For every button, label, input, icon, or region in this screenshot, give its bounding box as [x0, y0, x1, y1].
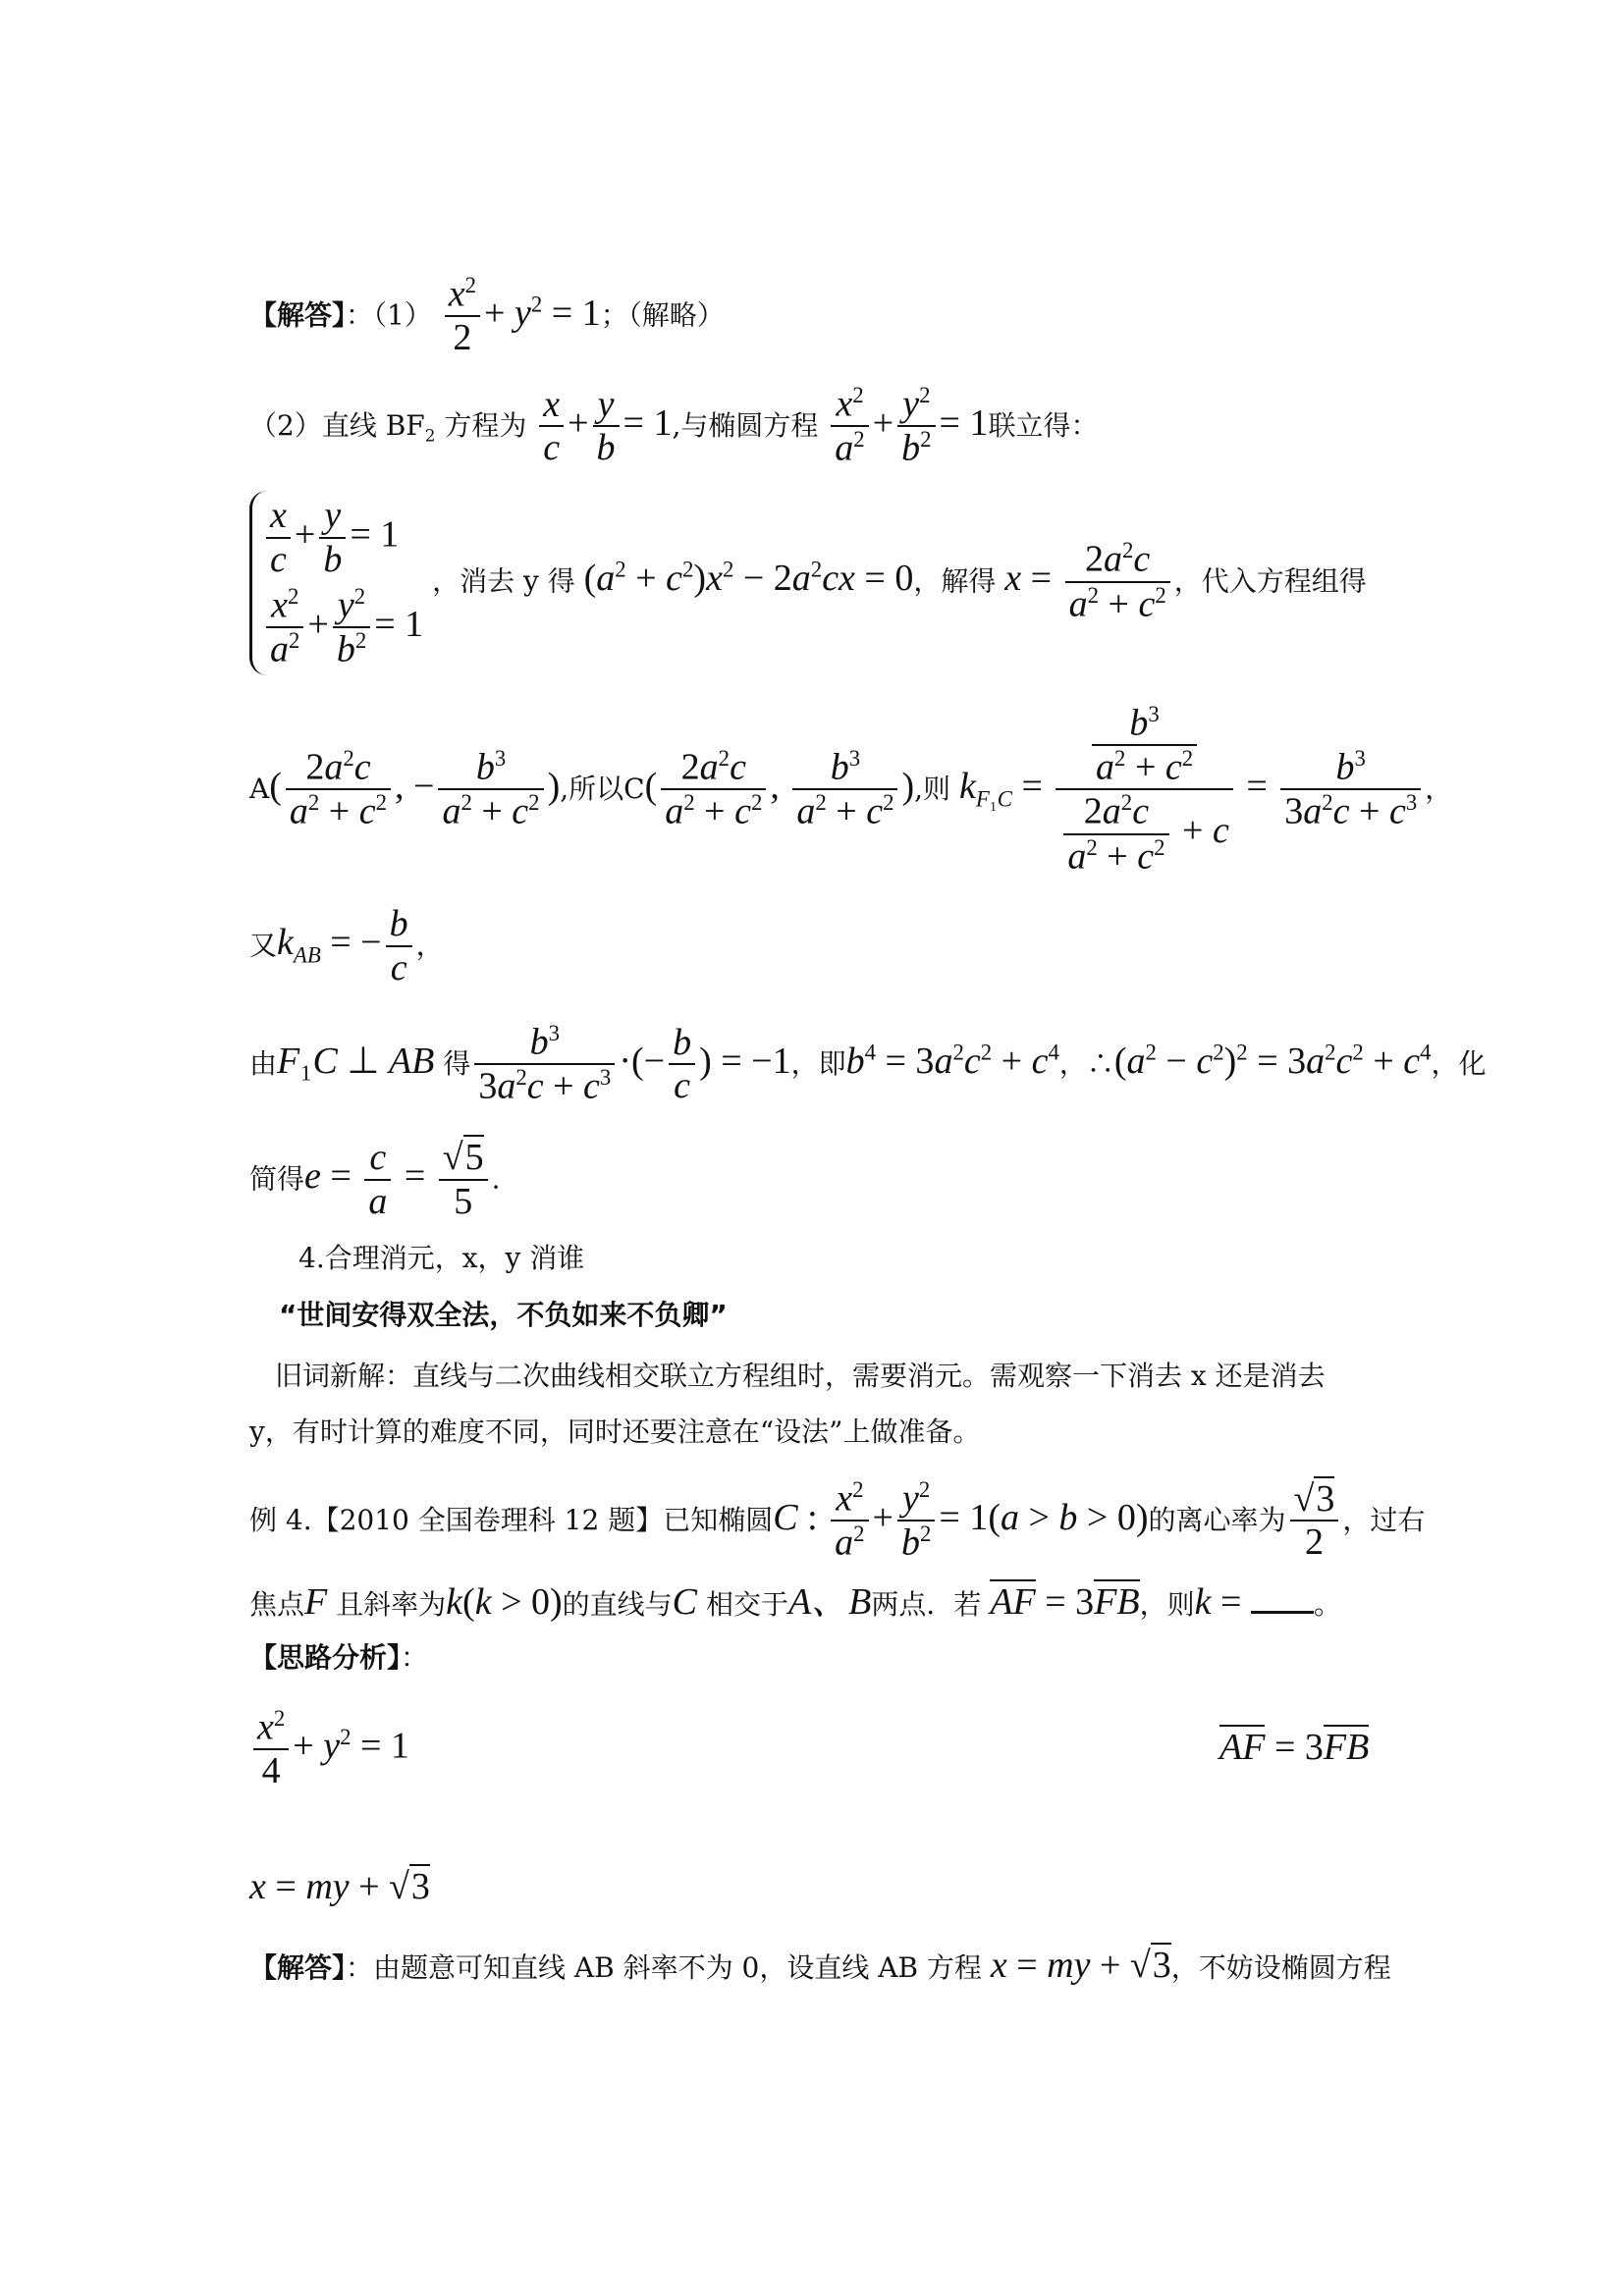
line-bf2-equation: （2）直线 $BF_2$ 方程为 $\frac{x}{c}$ + $\frac{y}{b}$ = 1,与椭圆方程 $\frac{x^2}{a^2}$ + $\frac{y^2}{b^2}$ = 1联立得： — [249, 383, 1099, 469]
system-line: $\frac{x}{c}$ + $\frac{y}{b}$ = 1 $\frac{x^2}{a^2}$ + $\frac{y^2}{b^2}$ = 1 ，消去 y 得 $(a^2 + c^2)x^2 - 2a^2cx = 0$，解得 x = $\frac{2a^2c}{a^2 + c^2}$ ，代入方程组得 — [249, 491, 1367, 675]
analysis-line-param: x = my + √3 — [249, 1866, 430, 1907]
answer2-line: 【解答】：由题意可知直线 AB 斜率不为 0，设直线 AB 方程 x = my + √3，不妨设椭圆方程 — [249, 1945, 1391, 1986]
kab-line: 又$k_{AB}$ = − $\frac{b}{c}$ ， — [249, 903, 444, 988]
analysis-vector: AF = 3FB — [1219, 1727, 1370, 1768]
example4-line2: 焦点F 且斜率为k(k > 0)的直线与C 相交于A、B两点．若 AF = 3FB，则k = 。 — [249, 1581, 1341, 1623]
answer-label: 【解答】 — [249, 298, 347, 332]
answer-part1-line: 【解答】：（1） $\frac{x^2}{2}$ + $y^2 = 1$；（解略） — [249, 273, 725, 359]
analysis-heading-line: 【思路分析】： — [249, 1641, 429, 1674]
quote-line: “世间安得双全法，不负如来不负卿” — [279, 1299, 728, 1331]
ellipse-equation: $\frac{x^2}{2}$ + $y^2 = 1$ — [441, 293, 601, 334]
eccentricity-result-line: 简得e = $\frac{c}{a}$ = $\frac{√5}{5}$ . — [249, 1137, 501, 1222]
paragraph-line-1: 旧词新解：直线与二次曲线相交联立方程组时，需要消元。需观察一下消去 x 还是消去 — [275, 1360, 1326, 1392]
analysis-label: 【思路分析】 — [249, 1641, 402, 1674]
answer-blank — [1251, 1611, 1314, 1614]
paragraph-line-2: y，有时计算的难度不同，同时还要注意在“设法”上做准备。 — [249, 1415, 981, 1448]
points-and-slope-line: A( $\frac{2a^2c}{a^2 + c^2}$ , − $\frac{b^3}{a^2 + c^2}$ ),所以C( $\frac{2a^2c}{a^2 + c^2}$ , $\frac{b^3}{a^2 + c^2}$ ),则 $k_{F_1C}$ = $\frac{b^3}{a^2 + c^2}$ $\frac{2a^2c}{a^2 + c^2}$ + c = $\frac{b^3}{3a^2c + c^3}$ ， — [249, 702, 1453, 878]
equation-system: $\frac{x}{c}$ + $\frac{y}{b}$ = 1 $\frac{x^2}{a^2}$ + $\frac{y^2}{b^2}$ = 1 — [249, 491, 423, 675]
answer2-label: 【解答】 — [249, 1951, 347, 1984]
analysis-ellipse: $\frac{x^2}{4}$ + $y^2 = 1$ — [249, 1706, 409, 1792]
section-heading: 4.合理消元，x，y 消谁 — [298, 1242, 585, 1274]
example4-line1: 例 4.【2010 全国卷理科 12 题】已知椭圆C : $\frac{x^2}{a^2}$ + $\frac{y^2}{b^2}$ = 1(a > b > 0)的离心率为 $\frac{√3}{2}$ ，过右 — [249, 1477, 1426, 1564]
perpendicular-line: 由F₁C ⊥ AB 得 $\frac{b^3}{3a^2c + c^3}$ ·(− $\frac{b}{c}$ ) = −1，即$b^4 = 3a^2c^2 + c^4$，$\therefore(a^2 - c^2)^2 = 3a^2c^2 + c^4$，化 — [249, 1021, 1487, 1107]
